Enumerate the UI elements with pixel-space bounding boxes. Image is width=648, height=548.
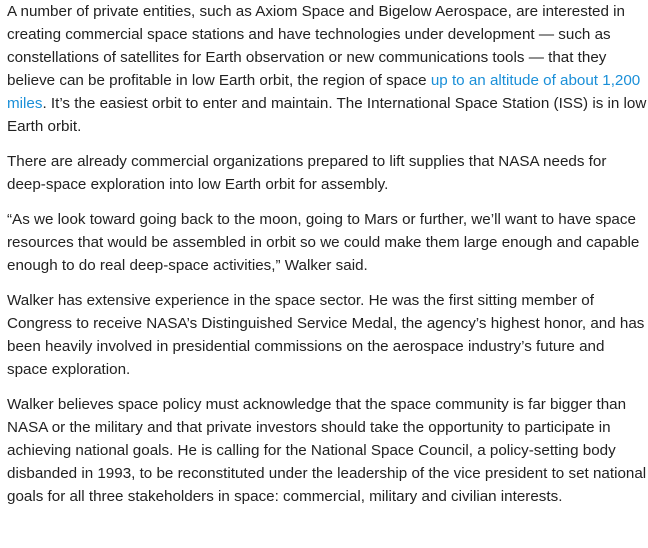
- paragraph-1-text-before-link: A number of private entities, such as Axiom Space and Bigelow Aerospace, are interested in creating commercial space stations and have technologies under development — such as constellations of satellites for Earth observation or new communications tools — that they believe can be profitable in low Earth orbit, the region of space: [7, 3, 625, 89]
- paragraph-1-text-after-link: . It’s the easiest orbit to enter and maintain. The International Space Station (ISS) is in low Earth orbit.: [7, 95, 647, 135]
- paragraph-4: Walker has extensive experience in the space sector. He was the first sitting member of Congress to receive NASA’s Distinguished Service Medal, the agency’s highest honor, and has been heavily involved in presidential commissions on the aerospace industry’s future and space exploration.: [7, 292, 645, 378]
- paragraph-3-quote: “As we look toward going back to the moon, going to Mars or further, we’ll want to have space resources that would be assembled in orbit so we could make them large enough and capable enough to do real deep-space activities,” Walker said.: [7, 211, 640, 274]
- paragraph-5: Walker believes space policy must acknowledge that the space community is far bigger than NASA or the military and that private investors should take the opportunity to participate in achieving national goals. He is calling for the National Space Council, a policy-setting body disbanded in 1993, to be reconstituted under the leadership of the vice president to set national goals for all three stakeholders in space: commercial, military and civilian interests.: [7, 396, 647, 505]
- paragraph-2: There are already commercial organizations prepared to lift supplies that NASA needs for deep-space exploration into low Earth orbit for assembly.: [7, 153, 607, 193]
- paragraph-1: [7, 0, 647, 138]
- article-body: [7, 0, 647, 520]
- altitude-link[interactable]: up to an altitude of about 1,200 miles: [7, 72, 641, 112]
